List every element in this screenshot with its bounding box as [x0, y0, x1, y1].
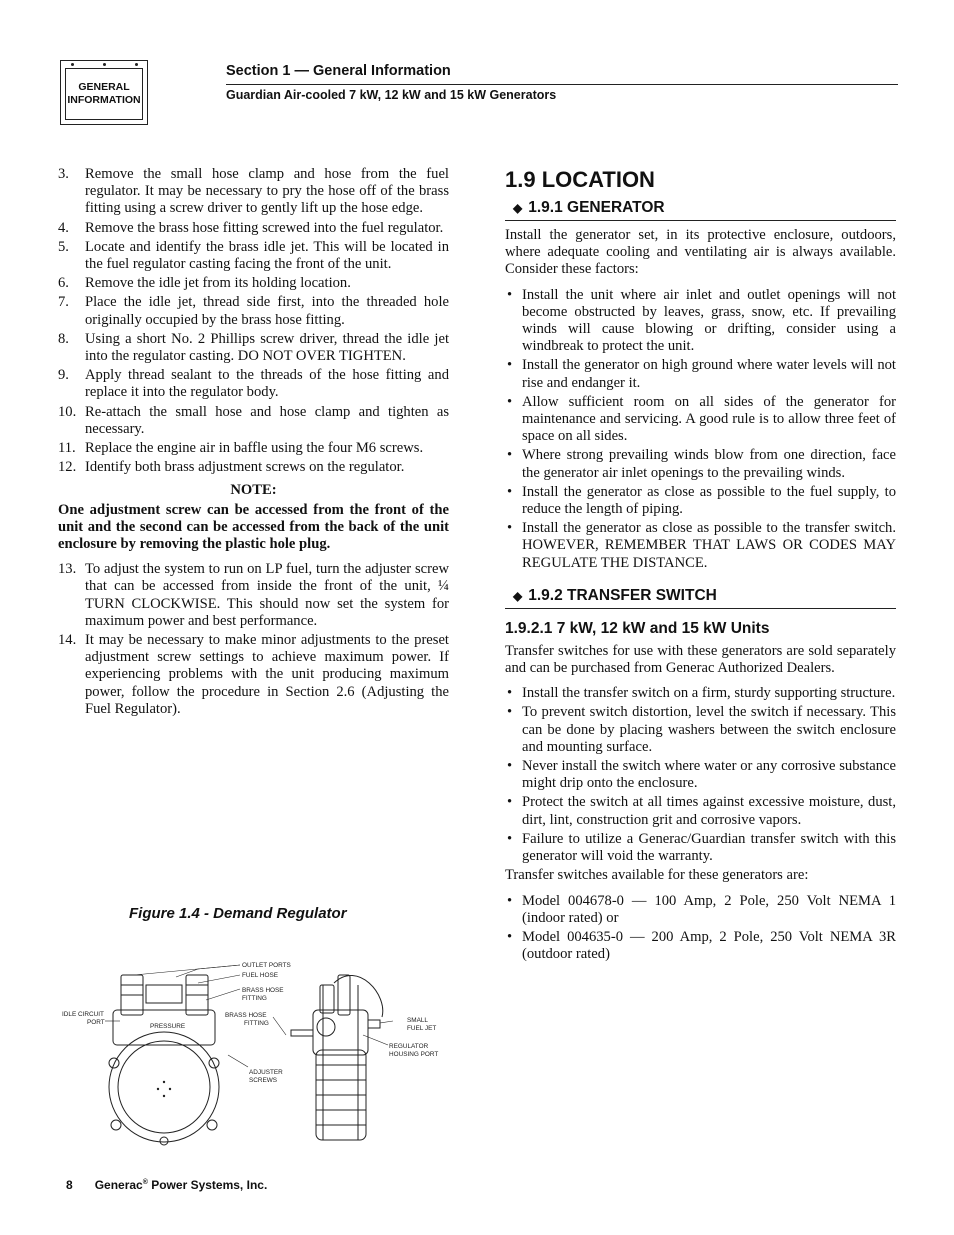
list-item: • Allow sufficient room on all sides of the generator for maintenance and servicing. A good rule is to allow three feet of space on all sides. [505, 394, 896, 446]
step-item: 10. Re-attach the small hose and hose clamp and tighten as necessary. [58, 403, 449, 437]
badge-dot [135, 63, 138, 66]
step-item: 12. Identify both brass adjustment screws on the regulator. [58, 459, 405, 476]
label-idle-circuit-port: PORT [87, 1019, 105, 1026]
label-small-fuel-jet: SMALL [407, 1017, 428, 1024]
step-item: 9. Apply thread sealant to the threads of the hose fitting and replace it into the regulator body. [58, 367, 449, 401]
label-brass-hose-fitting-b-2: FITTING [244, 1020, 269, 1027]
steps-list-a [58, 166, 449, 476]
step-item: 7. Place the idle jet, thread side first, into the threaded hole originally occupied by the brass hose fitting. [58, 294, 449, 328]
list-item: • Where strong prevailing winds blow from one direction, face the generator air inlet openings to the prevailing winds. [505, 447, 896, 481]
transfer-available: Transfer switches available for these generators are: [505, 867, 809, 884]
label-regulator-housing: REGULATOR [389, 1043, 429, 1050]
generator-heading: ◆ 1.9.1 GENERATOR [505, 198, 896, 221]
list-item: • Install the transfer switch on a firm, sturdy supporting structure. [505, 685, 896, 702]
list-item: • To prevent switch distortion, level the switch if necessary. This can be done by placing washers between the switch enclosure and mounting surface. [505, 704, 896, 756]
registered-mark: ® [142, 1179, 148, 1186]
badge-line-2: INFORMATION [67, 94, 141, 106]
list-item: • Install the generator as close as possible to the fuel supply, to reduce the length of piping. [505, 484, 896, 518]
list-item: • Install the generator on high ground where water levels will not rise and endanger it. [505, 357, 896, 391]
list-item: • Install the unit where air inlet and outlet openings will not become obstructed by leaves, grass, snow, etc. If prevailing winds will cause blowing or drifting, consider using a windbreak to protect the unit. [505, 287, 896, 356]
step-item: 14. It may be necessary to make minor adjustments to the preset adjustment screw settings to achieve maximum power. If experiencing problems with the unit producing maximum power, follow the procedure in Section 2.6 (Adjusting the Fuel Regulator). [58, 632, 449, 717]
list-item: • Failure to utilize a Generac/Guardian transfer switch with this generator will void the warranty. [505, 831, 896, 865]
list-item: • Protect the switch at all times against excessive moisture, dust, dirt, lint, construction grit and corrosive vapors. [505, 794, 896, 828]
generator-bullets [505, 287, 896, 572]
step-item: 6. Remove the idle jet from its holding location. [58, 275, 351, 292]
section-badge [60, 60, 148, 125]
label-brass-hose-fitting-b: BRASS HOSE [225, 1012, 267, 1019]
label-small-fuel-jet-2: FUEL JET [407, 1025, 437, 1032]
demand-regulator-figure [58, 955, 458, 1150]
section-title: 1.9 LOCATION [505, 167, 655, 192]
generator-intro: Install the generator set, in its protective enclosure, outdoors, where adequate cooling and ventilating air is always available. Consider these factors: [505, 227, 896, 278]
diamond-icon: ◆ [513, 201, 523, 215]
figure-caption: Figure 1.4 - Demand Regulator [129, 905, 347, 922]
step-item: 13. To adjust the system to run on LP fuel, turn the adjuster screw that can be accessed from inside the front of the unit, ¼ TURN CLOCKWISE. This should now set the system for maximum power and best performance. [58, 561, 449, 629]
label-adjuster-screws: ADJUSTER [249, 1069, 283, 1076]
header-subtitle: Guardian Air-cooled 7 kW, 12 kW and 15 kW Generators [226, 88, 557, 102]
badge-line-1: GENERAL [78, 81, 130, 93]
step-item: 5. Locate and identify the brass idle jet. This will be located in the fuel regulator casting facing the front of the unit. [58, 238, 449, 273]
page-footer [66, 1178, 267, 1192]
diamond-icon: ◆ [513, 588, 523, 603]
label-brass-hose-fitting: BRASS HOSE [242, 987, 284, 994]
label-outlet-ports: OUTLET PORTS [242, 962, 291, 969]
step-item: 8. Using a short No. 2 Phillips screw driver, thread the idle jet into the regulator casting. DO NOT OVER TIGHTEN. [58, 330, 449, 365]
badge-dot [103, 63, 106, 66]
label-pressure: PRESSURE [150, 1023, 186, 1030]
page-number: 8 [66, 1178, 73, 1192]
regulator-front-view [109, 975, 219, 1145]
label-brass-hose-fitting-2: FITTING [242, 995, 267, 1002]
badge-dot [71, 63, 74, 66]
list-item: • Model 004635-0 — 200 Amp, 2 Pole, 250 Volt NEMA 3R (outdoor rated) [505, 929, 896, 963]
header-title: Section 1 — General Information [226, 63, 451, 79]
footer-company: Generac [94, 1178, 143, 1192]
steps-list-b [58, 561, 449, 718]
note-heading: NOTE: [230, 482, 277, 499]
list-item: • Model 004678-0 — 100 Amp, 2 Pole, 250 Volt NEMA 1 (indoor rated) or [505, 893, 896, 927]
center-dots [157, 1081, 171, 1097]
label-fuel-hose: FUEL HOSE [242, 972, 278, 979]
list-item: • Install the generator as close as possible to the transfer switch. HOWEVER, REMEMBER THAT LAWS OR CODES MAY REGULATE THE DISTANCE. [505, 520, 896, 572]
footer-company-rest: Power Systems, Inc. [147, 1178, 268, 1192]
transfer-switch-heading: ◆ 1.9.2 TRANSFER SWITCH [505, 586, 896, 609]
note-text: One adjustment screw can be accessed from the front of the unit and the second can be accessed from the back of the unit enclosure by removing the plastic hole plug. [58, 501, 449, 553]
label-regulator-housing-port: HOUSING PORT [389, 1051, 439, 1058]
transfer-intro: Transfer switches for use with these generators are sold separately and can be purchased from Generac Authorized Dealers. [505, 642, 896, 677]
right-column [505, 166, 896, 965]
step-item: 3. Remove the small hose clamp and hose from the fuel regulator. It may be necessary to pry the hose off of the brass fitting using a screw driver to gently lift up the hose edge. [58, 166, 449, 217]
badge-label [65, 68, 143, 120]
units-heading: 1.9.2.1 7 kW, 12 kW and 15 kW Units [505, 619, 770, 637]
step-item: 4. Remove the brass hose fitting screwed into the fuel regulator. [58, 219, 444, 236]
list-item: • Never install the switch where water or any corrosive substance might drip onto the enclosure. [505, 758, 896, 792]
label-idle-circuit: IDLE CIRCUIT [62, 1011, 104, 1018]
step-item: 11. Replace the engine air in baffle using the four M6 screws. [58, 440, 424, 457]
label-adjuster-screws-2: SCREWS [249, 1077, 278, 1084]
transfer-bullets [505, 685, 896, 865]
model-list [505, 893, 896, 964]
header-rule [226, 84, 898, 85]
left-column [58, 166, 449, 720]
regulator-side-view [291, 975, 383, 1140]
